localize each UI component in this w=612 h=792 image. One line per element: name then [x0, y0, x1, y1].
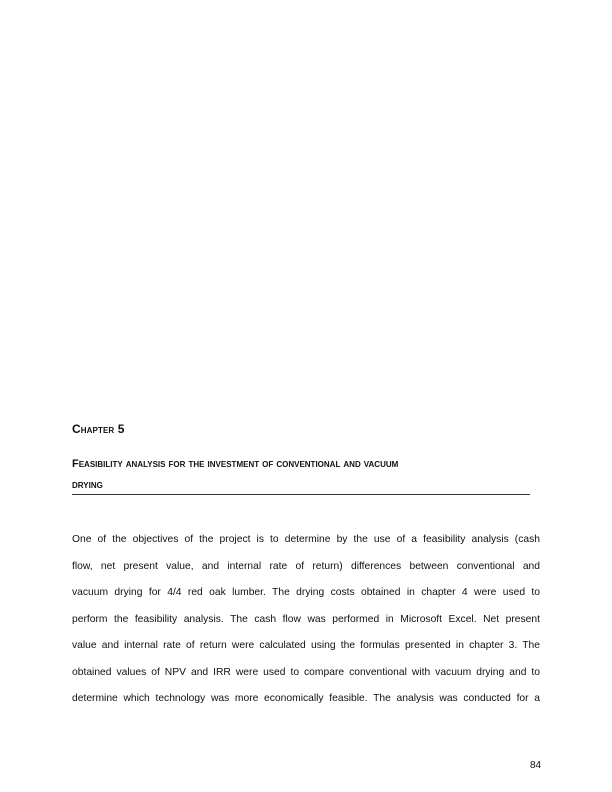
paragraph-line: perform the feasibility analysis. The cash flow was performed in Microsoft Excel. Net present	[72, 613, 540, 625]
chapter-heading: Chapter 5	[72, 422, 125, 436]
body-paragraph	[72, 532, 540, 718]
page-number: 84	[530, 760, 542, 771]
paragraph-line: value and internal rate of return were calculated using the formulas presented in chapter 3. The	[72, 640, 540, 651]
paragraph-line: flow, net present value, and internal rate of return) differences between conventional and	[72, 560, 540, 572]
title-rule	[72, 494, 530, 495]
chapter-title-line-2: drying	[72, 479, 103, 491]
paragraph-line: vacuum drying for 4/4 red oak lumber. The drying costs obtained in chapter 4 were used to	[72, 587, 540, 598]
paragraph-line: determine which technology was more economically feasible. The analysis was conducted for a	[72, 693, 540, 704]
paragraph-line: One of the objectives of the project is to determine by the use of a feasibility analysis (cash	[72, 534, 540, 545]
paragraph-line: obtained values of NPV and IRR were used to compare conventional with vacuum drying and to	[72, 666, 540, 678]
chapter-title-line-1: Feasibility analysis for the investment of conventional and vacuum	[72, 458, 399, 470]
